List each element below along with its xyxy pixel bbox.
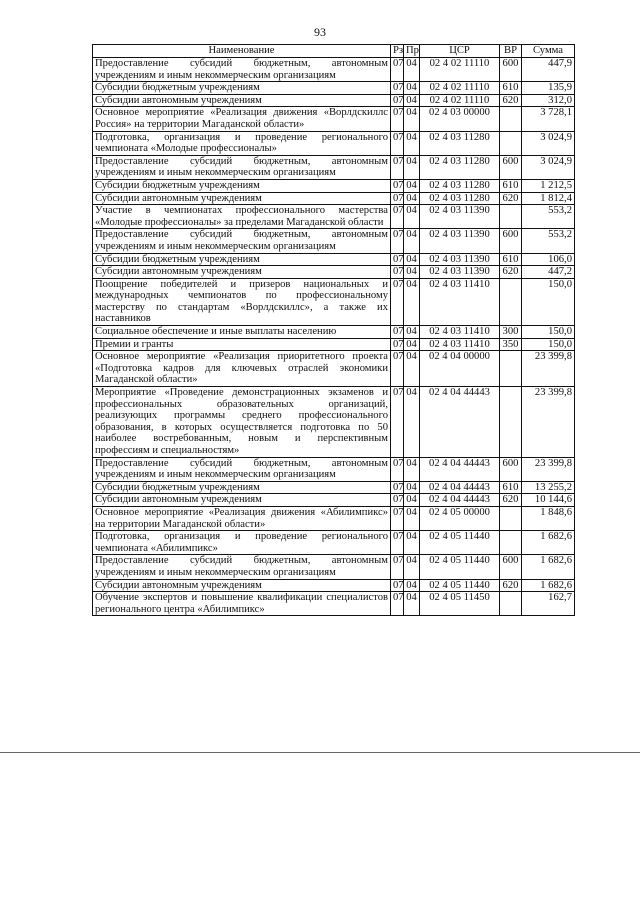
cell-name: Участие в чемпионатах профессионального мастерства «Молодые профессионалы» за пределами Магаданской области: [93, 205, 391, 229]
cell-vr: 620: [500, 192, 522, 205]
cell-pr: 04: [404, 506, 420, 530]
cell-vr: 350: [500, 338, 522, 351]
cell-sum: 447,2: [522, 266, 575, 279]
cell-pr: 04: [404, 131, 420, 155]
cell-pr: 04: [404, 107, 420, 131]
cell-vr: [500, 278, 522, 325]
cell-csr: 02 4 05 11440: [420, 555, 500, 579]
cell-rz: 07: [391, 266, 404, 279]
cell-sum: 447,9: [522, 58, 575, 82]
table-row: [93, 387, 575, 458]
cell-name: Предоставление субсидий бюджетным, автономным учреждениям и иным некоммерческим организациям: [93, 457, 391, 481]
cell-pr: 04: [404, 351, 420, 387]
cell-name: Субсидии автономным учреждениям: [93, 266, 391, 279]
table-row: [93, 351, 575, 387]
cell-pr: 04: [404, 205, 420, 229]
table-row: [93, 192, 575, 205]
cell-vr: 600: [500, 155, 522, 179]
cell-name: Субсидии бюджетным учреждениям: [93, 253, 391, 266]
cell-pr: 04: [404, 266, 420, 279]
table-row: [93, 338, 575, 351]
table-row: [93, 592, 575, 616]
cell-pr: 04: [404, 579, 420, 592]
cell-sum: 1 682,6: [522, 531, 575, 555]
cell-sum: 1 812,4: [522, 192, 575, 205]
header-pr: Пр: [404, 45, 420, 58]
cell-sum: 1 682,6: [522, 555, 575, 579]
cell-pr: 04: [404, 229, 420, 253]
budget-table: [92, 44, 575, 616]
cell-vr: 610: [500, 253, 522, 266]
cell-pr: 04: [404, 531, 420, 555]
cell-sum: 150,0: [522, 338, 575, 351]
cell-name: Субсидии автономным учреждениям: [93, 579, 391, 592]
cell-vr: 610: [500, 179, 522, 192]
cell-csr: 02 4 03 11280: [420, 192, 500, 205]
cell-name: Основное мероприятие «Реализация движения «Абилимпикс» на территории Магаданской области»: [93, 506, 391, 530]
cell-sum: 3 024,9: [522, 155, 575, 179]
header-sum: Сумма: [522, 45, 575, 58]
cell-csr: 02 4 04 44443: [420, 494, 500, 507]
cell-sum: 312,0: [522, 94, 575, 107]
cell-pr: 04: [404, 58, 420, 82]
cell-sum: 106,0: [522, 253, 575, 266]
table-row: [93, 58, 575, 82]
cell-name: Субсидии бюджетным учреждениям: [93, 82, 391, 95]
cell-rz: 07: [391, 506, 404, 530]
cell-csr: 02 4 02 11110: [420, 82, 500, 95]
cell-rz: 07: [391, 107, 404, 131]
cell-vr: [500, 387, 522, 458]
cell-vr: [500, 531, 522, 555]
cell-rz: 07: [391, 192, 404, 205]
cell-rz: 07: [391, 457, 404, 481]
table-row: [93, 155, 575, 179]
cell-csr: 02 4 03 11390: [420, 229, 500, 253]
table-header-row: [93, 45, 575, 58]
cell-name: Предоставление субсидий бюджетным, автономным учреждениям и иным некоммерческим организациям: [93, 555, 391, 579]
cell-csr: 02 4 03 11280: [420, 155, 500, 179]
cell-rz: 07: [391, 579, 404, 592]
cell-vr: 620: [500, 494, 522, 507]
table-row: [93, 229, 575, 253]
cell-rz: 07: [391, 338, 404, 351]
cell-sum: 1 848,6: [522, 506, 575, 530]
cell-sum: 3 728,1: [522, 107, 575, 131]
cell-rz: 07: [391, 531, 404, 555]
cell-sum: 10 144,6: [522, 494, 575, 507]
cell-rz: 07: [391, 351, 404, 387]
cell-name: Основное мероприятие «Реализация приоритетного проекта «Подготовка кадров для ключевых отраслей экономики Магаданской области»: [93, 351, 391, 387]
cell-pr: 04: [404, 481, 420, 494]
cell-rz: 07: [391, 253, 404, 266]
table-row: [93, 481, 575, 494]
table-row: [93, 278, 575, 325]
cell-pr: 04: [404, 179, 420, 192]
cell-sum: 1 212,5: [522, 179, 575, 192]
cell-rz: 07: [391, 229, 404, 253]
cell-csr: 02 4 04 44443: [420, 481, 500, 494]
table-body: [93, 58, 575, 616]
cell-name: Субсидии автономным учреждениям: [93, 494, 391, 507]
cell-pr: 04: [404, 94, 420, 107]
cell-vr: [500, 506, 522, 530]
cell-name: Мероприятие «Проведение демонстрационных экзаменов и профессиональных образовательных организаций, реализующих программы среднего профессионального образования, в которых осуществляется подготовка по 50 наиболее востребованным, новым и перспективным профессиям и специальностям»: [93, 387, 391, 458]
cell-name: Субсидии бюджетным учреждениям: [93, 481, 391, 494]
header-rz: Рз: [391, 45, 404, 58]
cell-rz: 07: [391, 494, 404, 507]
table-row: [93, 253, 575, 266]
header-name: Наименование: [93, 45, 391, 58]
table-row: [93, 94, 575, 107]
table-row: [93, 457, 575, 481]
cell-csr: 02 4 04 00000: [420, 351, 500, 387]
table-row: [93, 82, 575, 95]
cell-rz: 07: [391, 387, 404, 458]
cell-vr: 600: [500, 555, 522, 579]
cell-sum: 150,0: [522, 326, 575, 339]
cell-rz: 07: [391, 326, 404, 339]
cell-name: Социальное обеспечение и иные выплаты населению: [93, 326, 391, 339]
cell-vr: 600: [500, 457, 522, 481]
cell-pr: 04: [404, 338, 420, 351]
cell-vr: [500, 131, 522, 155]
cell-pr: 04: [404, 192, 420, 205]
cell-name: Подготовка, организация и проведение регионального чемпионата «Молодые профессионалы»: [93, 131, 391, 155]
table-row: [93, 179, 575, 192]
cell-csr: 02 4 04 44443: [420, 457, 500, 481]
table-row: [93, 131, 575, 155]
header-csr: ЦСР: [420, 45, 500, 58]
cell-csr: 02 4 03 11410: [420, 278, 500, 325]
cell-sum: 3 024,9: [522, 131, 575, 155]
cell-csr: 02 4 03 11390: [420, 205, 500, 229]
cell-name: Субсидии автономным учреждениям: [93, 192, 391, 205]
cell-sum: 553,2: [522, 205, 575, 229]
table-row: [93, 494, 575, 507]
cell-vr: [500, 107, 522, 131]
header-vr: ВР: [500, 45, 522, 58]
cell-csr: 02 4 03 11410: [420, 326, 500, 339]
cell-csr: 02 4 05 00000: [420, 506, 500, 530]
cell-name: Предоставление субсидий бюджетным, автономным учреждениям и иным некоммерческим организациям: [93, 155, 391, 179]
cell-rz: 07: [391, 278, 404, 325]
cell-vr: [500, 205, 522, 229]
cell-vr: 600: [500, 58, 522, 82]
cell-rz: 07: [391, 58, 404, 82]
cell-csr: 02 4 03 11280: [420, 131, 500, 155]
cell-sum: 13 255,2: [522, 481, 575, 494]
cell-rz: 07: [391, 205, 404, 229]
cell-name: Поощрение победителей и призеров национальных и международных чемпионатов по профессиональному мастерству по стандартам «Ворлдскиллс», а также их наставников: [93, 278, 391, 325]
cell-csr: 02 4 03 11280: [420, 179, 500, 192]
cell-vr: [500, 592, 522, 616]
cell-csr: 02 4 03 11390: [420, 253, 500, 266]
cell-csr: 02 4 05 11440: [420, 531, 500, 555]
cell-csr: 02 4 03 00000: [420, 107, 500, 131]
table-row: [93, 506, 575, 530]
cell-pr: 04: [404, 494, 420, 507]
table-row: [93, 531, 575, 555]
cell-name: Предоставление субсидий бюджетным, автономным учреждениям и иным некоммерческим организациям: [93, 229, 391, 253]
cell-sum: 553,2: [522, 229, 575, 253]
cell-vr: 600: [500, 229, 522, 253]
cell-vr: [500, 351, 522, 387]
cell-pr: 04: [404, 326, 420, 339]
cell-rz: 07: [391, 155, 404, 179]
cell-rz: 07: [391, 592, 404, 616]
cell-csr: 02 4 04 44443: [420, 387, 500, 458]
cell-rz: 07: [391, 555, 404, 579]
cell-name: Предоставление субсидий бюджетным, автономным учреждениям и иным некоммерческим организациям: [93, 58, 391, 82]
table-row: [93, 326, 575, 339]
cell-name: Субсидии автономным учреждениям: [93, 94, 391, 107]
cell-vr: 610: [500, 82, 522, 95]
cell-sum: 150,0: [522, 278, 575, 325]
cell-sum: 23 399,8: [522, 351, 575, 387]
cell-pr: 04: [404, 278, 420, 325]
table-row: [93, 107, 575, 131]
table-row: [93, 205, 575, 229]
cell-rz: 07: [391, 179, 404, 192]
cell-name: Субсидии бюджетным учреждениям: [93, 179, 391, 192]
cell-csr: 02 4 02 11110: [420, 58, 500, 82]
table-row: [93, 579, 575, 592]
cell-csr: 02 4 05 11450: [420, 592, 500, 616]
cell-rz: 07: [391, 82, 404, 95]
cell-sum: 23 399,8: [522, 457, 575, 481]
cell-csr: 02 4 03 11390: [420, 266, 500, 279]
cell-pr: 04: [404, 155, 420, 179]
cell-vr: 610: [500, 481, 522, 494]
page-divider: [0, 752, 640, 753]
cell-pr: 04: [404, 555, 420, 579]
cell-name: Обучение экспертов и повышение квалификации специалистов регионального центра «Абилимпикс»: [93, 592, 391, 616]
cell-name: Подготовка, организация и проведение регионального чемпионата «Абилимпикс»: [93, 531, 391, 555]
cell-rz: 07: [391, 94, 404, 107]
cell-pr: 04: [404, 82, 420, 95]
cell-csr: 02 4 03 11410: [420, 338, 500, 351]
cell-pr: 04: [404, 253, 420, 266]
table-row: [93, 555, 575, 579]
cell-name: Основное мероприятие «Реализация движения «Ворлдскиллс Россия» на территории Магаданской области»: [93, 107, 391, 131]
cell-pr: 04: [404, 457, 420, 481]
cell-sum: 23 399,8: [522, 387, 575, 458]
cell-sum: 162,7: [522, 592, 575, 616]
cell-csr: 02 4 05 11440: [420, 579, 500, 592]
cell-name: Премии и гранты: [93, 338, 391, 351]
cell-rz: 07: [391, 131, 404, 155]
cell-rz: 07: [391, 481, 404, 494]
page-number: 93: [314, 25, 326, 39]
cell-vr: 300: [500, 326, 522, 339]
cell-sum: 135,9: [522, 82, 575, 95]
cell-vr: 620: [500, 94, 522, 107]
cell-vr: 620: [500, 266, 522, 279]
cell-vr: 620: [500, 579, 522, 592]
cell-sum: 1 682,6: [522, 579, 575, 592]
cell-csr: 02 4 02 11110: [420, 94, 500, 107]
cell-pr: 04: [404, 387, 420, 458]
table-row: [93, 266, 575, 279]
cell-pr: 04: [404, 592, 420, 616]
